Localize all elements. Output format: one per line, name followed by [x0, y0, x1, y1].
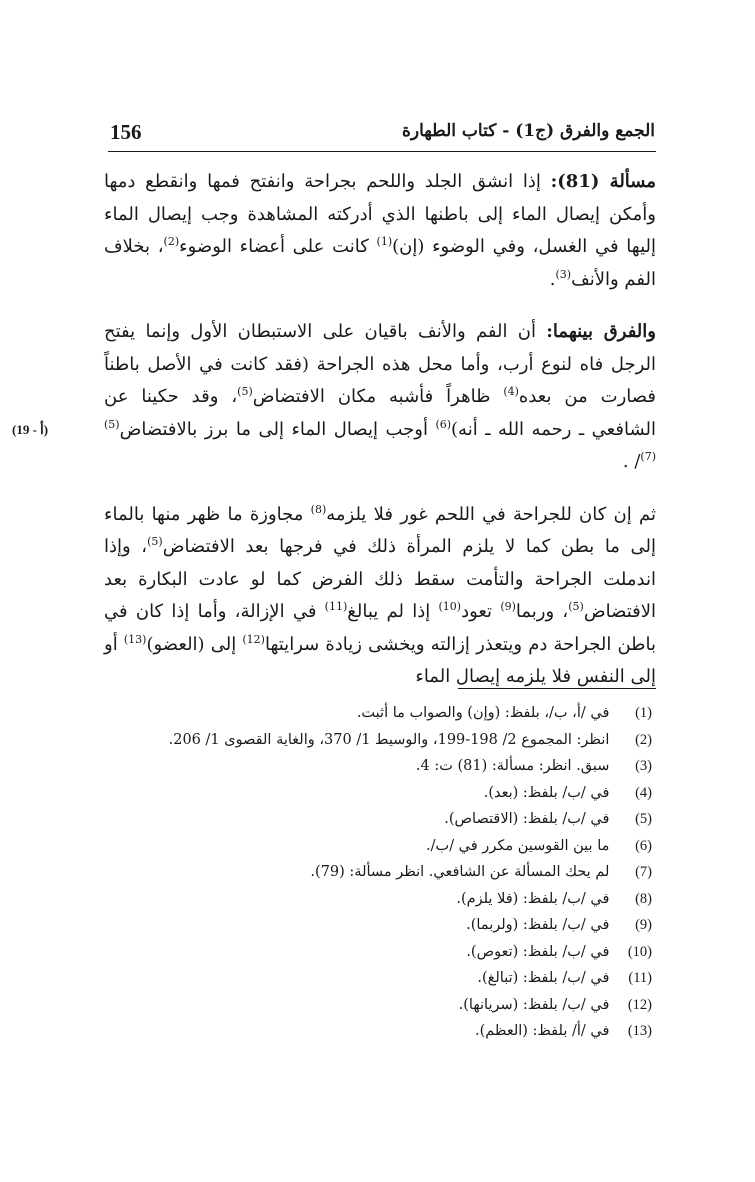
footnote-number: (3): [635, 758, 652, 774]
text-segment: ، وربما: [515, 601, 569, 622]
footnote-ref: (5): [237, 385, 253, 398]
footnote-ref: (5): [104, 417, 120, 431]
footnote-item: [92, 700, 652, 727]
footnote-item: [92, 886, 652, 913]
footnote-text: لم يحك المسألة عن الشافعي. انظر مسألة: (79).: [310, 864, 610, 880]
footnote-number: (2): [635, 731, 652, 748]
footnote-ref: (13): [123, 632, 147, 646]
footnotes-list: [92, 700, 652, 1045]
manuscript-folio-note: (19 - أ): [12, 422, 49, 437]
footnote-item: [92, 992, 652, 1019]
text-segment: ظاهراً فأشبه مكان الافتضاض: [252, 386, 504, 407]
footnote-text: انظر: المجموع 2/ 198-199، والوسيط 1/ 370، والغاية القصوى 1/ 206.: [168, 731, 610, 748]
text-segment: ، وقد حكينا عن الشافعي ـ رحمه الله ـ أنه): [104, 386, 656, 440]
footnote-item: [92, 939, 652, 966]
main-text: [12, 166, 657, 694]
footnote-number: (6): [635, 837, 652, 854]
header-rule: [108, 151, 656, 152]
text-segment: ، وإذا اندملت الجراحة والتأمت سقط ذلك الفرض كما لو عادت البكارة بعد الافتضاض: [104, 536, 657, 622]
footnote-text: في /ب/ بلفظ: (بعد).: [483, 784, 610, 801]
footnote-number: (4): [635, 784, 652, 801]
footnote-item: [92, 1018, 652, 1045]
footnote-ref: (1): [376, 235, 393, 248]
paragraph-wound-depth: [104, 499, 656, 694]
footnote-number: (5): [635, 811, 652, 827]
footnote-item: [92, 727, 652, 754]
footnote-text: ما بين القوسين مكرر في /ب/.: [426, 837, 610, 854]
footnote-ref: (11): [324, 600, 348, 613]
footnote-text: سبق. انظر: مسألة: (81) ت: 4.: [415, 758, 610, 774]
paragraph-difference: [12, 316, 656, 479]
footnote-item: [92, 859, 652, 886]
text-segment: ، بخلاف الفم والأنف: [104, 236, 656, 290]
text-segment: تعود: [461, 601, 501, 622]
page-number: 156: [110, 120, 142, 144]
footnote-ref: (6): [435, 417, 452, 431]
footnote-ref: (8): [310, 502, 327, 516]
footnote-number: (12): [627, 996, 652, 1013]
footnote-item: [92, 806, 652, 833]
footnote-item: [92, 965, 652, 992]
text-segment: / .: [622, 451, 641, 472]
footnote-ref: (5): [568, 600, 584, 613]
footnote-item: [92, 912, 652, 939]
text-segment: أن الفم والأنف باقيان على الاستبطان الأول وإنما يفتح الرجل فاه لنوع أرب، وأما محل هذه الجراحة (فقد كانت في الأصل باطناً فصارت من بعده: [104, 321, 656, 407]
footnote-text: في /ب/ بلفظ: (الاقتصاص).: [444, 811, 610, 827]
footnote-item: [92, 833, 652, 860]
footnote-number: (9): [635, 917, 652, 933]
text-segment: .: [549, 268, 556, 290]
text-segment: إذا انشق الجلد واللحم بجراحة وانفتح فمها وانقطع دمها وأمكن إيصال الماء إلى باطنها الذي أدركته المشاهدة وجب إيصال الماء إليها في الغسل، وفي الوضوء (إن): [104, 171, 657, 257]
footnote-number: (11): [628, 970, 652, 986]
footnote-number: (8): [635, 890, 652, 907]
footnote-number: (7): [635, 864, 652, 880]
footnote-ref: (12): [242, 632, 265, 646]
text-segment: كانت على أعضاء الوضوء: [179, 236, 377, 257]
footnote-text: في /أ/ بلفظ: (العظم).: [475, 1023, 610, 1039]
text-segment: إذا لم يبالغ: [347, 601, 439, 622]
text-segment: أوجب إيصال الماء إلى ما برز بالافتضاض: [119, 418, 436, 440]
footnote-ref: (2): [163, 235, 180, 248]
footnote-ref: (7): [640, 450, 656, 463]
text-segment: في الإزالة، وأما إذا كان في باطن الجراحة دم ويتعذر إزالته ويخشى زيادة سرايتها: [104, 601, 656, 655]
footnote-text: في /ب/ بلفظ: (ولربما).: [466, 917, 610, 933]
footnote-separator: [458, 688, 656, 689]
footnote-ref: (4): [503, 385, 519, 398]
paragraph-masala-81: [104, 166, 656, 296]
footnote-number: (13): [627, 1023, 652, 1039]
text-segment: ثم إن كان للجراحة في اللحم غور فلا يلزمه: [326, 503, 656, 525]
footnote-ref: (9): [500, 600, 516, 613]
footnote-text: في /أ، ب/، بلفظ: (وإن) والصواب ما أثبت.: [356, 705, 610, 721]
footnote-ref: (3): [555, 267, 572, 281]
footnote-number: (10): [627, 943, 652, 960]
footnote-number: (1): [635, 705, 652, 721]
text-segment: مجاوزة ما ظهر منها بالماء إلى ما بطن كما لا يلزم المرأة ذلك في فرجها بعد الافتضاض: [104, 503, 657, 557]
page-header: [110, 118, 655, 148]
text-segment: إلى (العضو): [146, 633, 243, 655]
footnote-text: في /ب/ بلفظ: (تبالغ).: [477, 970, 610, 986]
footnote-text: في /ب/ بلفظ: (سريانها).: [458, 996, 610, 1013]
footnote-ref: (10): [438, 600, 462, 613]
footnote-item: [92, 753, 652, 780]
footnote-text: في /ب/ بلفظ: (فلا يلزم).: [456, 890, 610, 907]
footnote-ref: (5): [147, 535, 163, 548]
text-segment: أو إلى النفس فلا يلزمه إيصال الماء: [104, 633, 656, 687]
difference-heading: والفرق بينهما:: [546, 321, 656, 342]
issue-heading: مسألة (81):: [550, 171, 656, 192]
running-title: الجمع والفرق (ج1) - كتاب الطهارة: [402, 121, 655, 141]
footnote-text: في /ب/ بلفظ: (تعوص).: [466, 943, 610, 960]
footnote-item: [92, 780, 652, 807]
